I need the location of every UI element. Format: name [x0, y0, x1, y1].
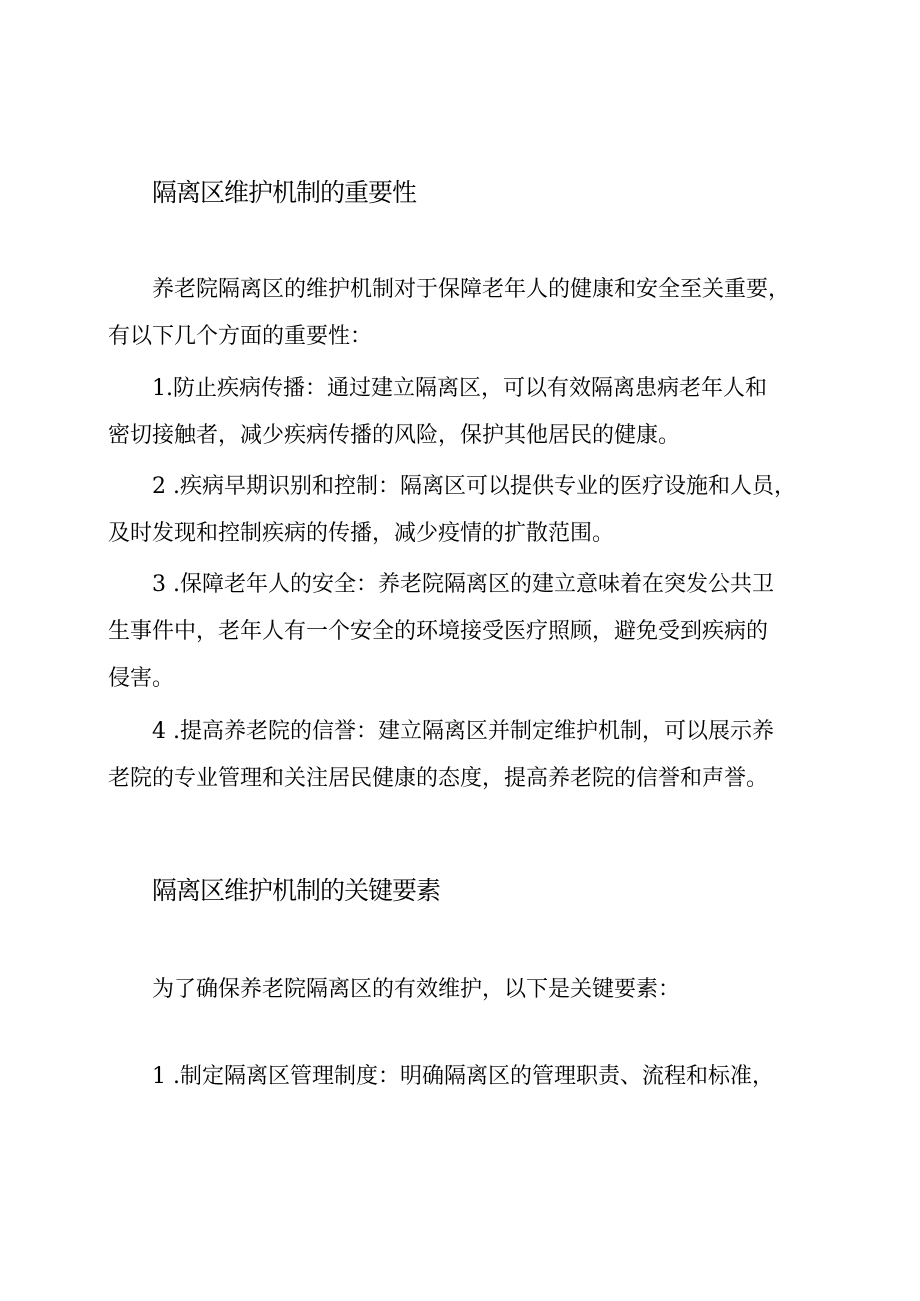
section-heading-key-elements: 隔离区维护机制的关键要素	[152, 876, 441, 905]
paragraph-line: 及时发现和控制疾病的传播，减少疫情的扩散范围。	[108, 521, 615, 546]
paragraph-line: 1.防止疾病传播：通过建立隔离区，可以有效隔离患病老年人和	[152, 376, 767, 401]
paragraph-line: 2 .疾病早期识别和控制：隔离区可以提供专业的医疗设施和人员，	[152, 474, 796, 499]
section1-item-3	[108, 561, 813, 702]
paragraph-line: 密切接触者，减少疾病传播的风险，保护其他居民的健康。	[108, 423, 681, 448]
section2-intro-paragraph	[108, 966, 813, 1013]
section-heading-importance: 隔离区维护机制的重要性	[152, 178, 417, 207]
paragraph-line: 老院的专业管理和关注居民健康的态度，提高养老院的信誉和声誉。	[108, 766, 769, 791]
section1-intro-paragraph	[108, 266, 813, 360]
paragraph-line: 养老院隔离区的维护机制对于保障老年人的健康和安全至关重要，	[152, 277, 791, 302]
paragraph-line: 3 .保障老年人的安全：养老院隔离区的建立意味着在突发公共卫	[152, 572, 774, 597]
paragraph-line: 4 .提高养老院的信誉：建立隔离区并制定维护机制，可以展示养	[152, 719, 774, 744]
paragraph-line: 侵害。	[108, 666, 175, 691]
paragraph-line: 为了确保养老院隔离区的有效维护，以下是关键要素：	[152, 977, 681, 1002]
paragraph-line: 1 .制定隔离区管理制度：明确隔离区的管理职责、流程和标准，	[152, 1064, 774, 1089]
paragraph-line: 生事件中，老年人有一个安全的环境接受医疗照顾，避免受到疾病的	[108, 619, 769, 644]
section1-item-4	[108, 708, 813, 802]
paragraph-line: 有以下几个方面的重要性：	[108, 324, 373, 349]
section1-item-2	[108, 463, 813, 557]
section2-item-1	[108, 1053, 813, 1100]
section1-item-1	[108, 365, 813, 459]
